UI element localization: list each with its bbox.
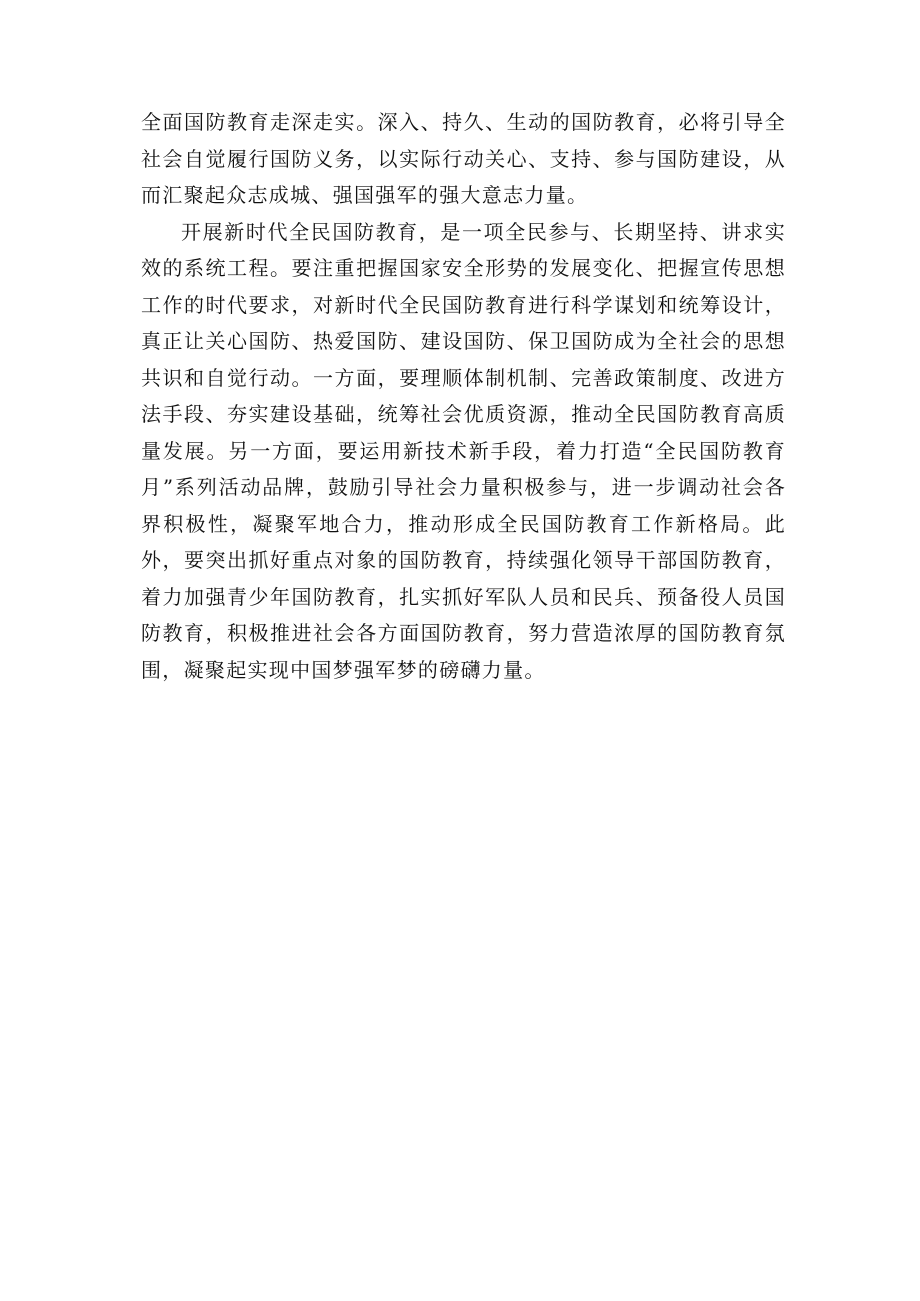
document-body bbox=[141, 104, 786, 688]
paragraph-continuation: 全面国防教育走深走实。深入、持久、生动的国防教育，必将引导全社会自觉履行国防义务，以实际行动关心、支持、参与国防建设，从而汇聚起众志成城、强国强军的强大意志力量。 bbox=[141, 110, 786, 207]
paragraph-national-defense-education: 开展新时代全民国防教育，是一项全民参与、长期坚持、讲求实效的系统工程。要注重把握国家安全形势的发展变化、把握宣传思想工作的时代要求，对新时代全民国防教育进行科学谋划和统筹设计，真正让关心国防、热爱国防、建设国防、保卫国防成为全社会的思想共识和自觉行动。一方面，要理顺体制机制、完善政策制度、改进方法手段、夯实建设基础，统筹社会优质资源，推动全民国防教育高质量发展。另一方面，要运用新技术新手段，着力打造“全民国防教育月”系列活动品牌，鼓励引导社会力量积极参与，进一步调动社会各界积极性，凝聚军地合力，推动形成全民国防教育工作新格局。此外，要突出抓好重点对象的国防教育，持续强化领导干部国防教育，着力加强青少年国防教育，扎实抓好军队人员和民兵、预备役人员国防教育，积极推进社会各方面国防教育，努力营造浓厚的国防教育氛围，凝聚起实现中国梦强军梦的磅礴力量。 bbox=[141, 219, 786, 682]
